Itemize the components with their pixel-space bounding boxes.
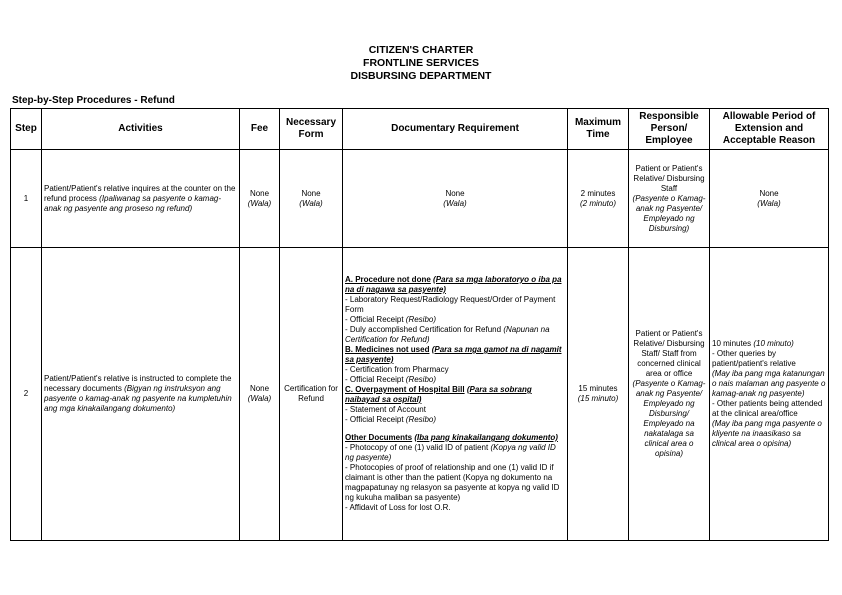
spacer — [345, 425, 565, 433]
form-text: Certification for Refund — [284, 384, 338, 403]
fee-text: None — [249, 384, 270, 393]
req-item: - Certification from Pharmacy — [345, 365, 449, 374]
col-activities: Activities — [42, 109, 240, 150]
req-item: - Laboratory Request/Radiology Request/Order of Payment Form — [345, 295, 556, 314]
time-cell — [568, 150, 629, 248]
extension-reason-translation: (May iba pang mga katanungan o nais malaman ang pasyente o kamag-anak ng pasyente) — [712, 369, 826, 398]
col-time: Maximum Time — [568, 109, 629, 150]
document-header — [0, 44, 842, 83]
requirement-cell — [343, 150, 568, 248]
section-subtitle: Step-by-Step Procedures - Refund — [12, 95, 175, 106]
extension-reason: - Other queries by patient/patient's relative — [712, 349, 796, 368]
header-services: FRONTLINE SERVICES — [363, 57, 479, 69]
procedures-table — [10, 108, 829, 541]
req-item: - Statement of Account — [345, 405, 426, 414]
activity-translation: (Ipaliwanag sa pasyente o kamag-anak ng pasyente ang proseso ng refund) — [44, 193, 222, 213]
fee-translation: (Wala) — [247, 394, 272, 403]
req-group-c-heading: C. Overpayment of Hospital Bill (Para sa sobrang naibayad sa ospital) — [345, 385, 532, 404]
person-cell — [629, 248, 710, 541]
fee-cell — [240, 150, 280, 248]
req-group-b-heading: B. Medicines not used (Para sa mga gamot na di nagamit sa pasyente) — [345, 345, 562, 364]
form-cell — [280, 150, 343, 248]
time-translation: (2 minuto) — [579, 198, 616, 208]
table-row — [11, 248, 829, 541]
req-item: - Official Receipt (Resibo) — [345, 315, 437, 324]
extension-cell — [710, 150, 829, 248]
col-person: Responsible Person/ Employee — [629, 109, 710, 150]
person-translation: (Pasyente o Kamag-anak ng Pasyente/ Empleyado ng Disbursing) — [632, 193, 706, 233]
extension-reason-translation: (May iba pang mga pasyente o kliyente na inaasikaso sa clinical area o opisina) — [712, 419, 822, 448]
step-number: 1 — [11, 150, 42, 248]
activity-translation: (Bigyan ng instruksyon ang pasyente o kamag-anak ng pasyente na kumpletuhin ang mga kinakailangang dokumento) — [44, 384, 232, 413]
form-text: None — [301, 188, 321, 198]
form-translation: (Wala) — [299, 198, 323, 208]
col-extension: Allowable Period of Extension and Acceptable Reason — [710, 109, 829, 150]
req-item: - Photocopies of proof of relationship and one (1) valid ID if claimant is other than the patient (Kopya ng dokumento na magpapatunay ng relasyon sa pasyente at kopya ng valid ID ng kukuha maliban sa pasyente) — [345, 463, 560, 502]
activity-cell — [42, 150, 240, 248]
req-other-heading: Other Documents (Iba pang kinakailangang dokumento) — [345, 433, 558, 442]
req-item: - Affidavit of Loss for lost O.R. — [345, 503, 451, 512]
extension-cell — [710, 248, 829, 541]
person-text: Patient or Patient's Relative/ Disbursing Staff/ Staff from concerned clinical area or office — [633, 329, 705, 378]
req-group-a-heading: A. Procedure not done (Para sa mga laboratoryo o iba pa na di nagawa sa pasyente) — [345, 275, 562, 294]
time-cell — [568, 248, 629, 541]
form-cell — [280, 248, 343, 541]
col-fee: Fee — [240, 109, 280, 150]
table-row — [11, 150, 829, 248]
req-item: - Photocopy of one (1) valid ID of patient (Kopya ng valid ID ng pasyente) — [345, 443, 556, 462]
header-department: DISBURSING DEPARTMENT — [350, 70, 492, 82]
time-text: 15 minutes — [578, 384, 618, 393]
extension-translation: (Wala) — [757, 198, 781, 208]
requirement-translation: (Wala) — [443, 198, 467, 208]
requirement-cell — [343, 248, 568, 541]
table-header-row — [11, 109, 829, 150]
header-title: CITIZEN'S CHARTER — [368, 44, 474, 56]
col-requirement: Documentary Requirement — [343, 109, 568, 150]
person-text: Patient or Patient's Relative/ Disbursing Staff — [633, 163, 705, 193]
extension-reason: - Other patients being attended at the clinical area/office — [712, 399, 823, 418]
req-item: - Official Receipt (Resibo) — [345, 375, 437, 384]
time-translation: (15 minuto) — [577, 394, 619, 403]
fee-cell — [240, 248, 280, 541]
col-step: Step — [11, 109, 42, 150]
fee-text: None — [249, 188, 270, 198]
person-cell — [629, 150, 710, 248]
requirement-text: None — [445, 188, 465, 198]
time-text: 2 minutes — [580, 188, 616, 198]
activity-cell — [42, 248, 240, 541]
req-item: - Duly accomplished Certification for Refund (Napunan na Certification for Refund) — [345, 325, 550, 344]
step-number: 2 — [11, 248, 42, 541]
person-translation: (Pasyente o Kamag-anak ng Pasyente/ Empleyado ng Disbursing/ Empleyado na nakatalaga sa clinical area o opisina) — [632, 379, 706, 458]
fee-translation: (Wala) — [247, 198, 272, 208]
activity-text: Patient/Patient's relative is instructed to complete the necessary documents — [44, 374, 232, 393]
req-item: - Official Receipt (Resibo) — [345, 415, 437, 424]
activity-text: Patient/Patient's relative inquires at the counter on the refund process — [44, 183, 236, 203]
extension-time: 10 minutes (10 minuto) — [712, 339, 794, 348]
col-form: Necessary Form — [280, 109, 343, 150]
extension-text: None — [759, 188, 779, 198]
